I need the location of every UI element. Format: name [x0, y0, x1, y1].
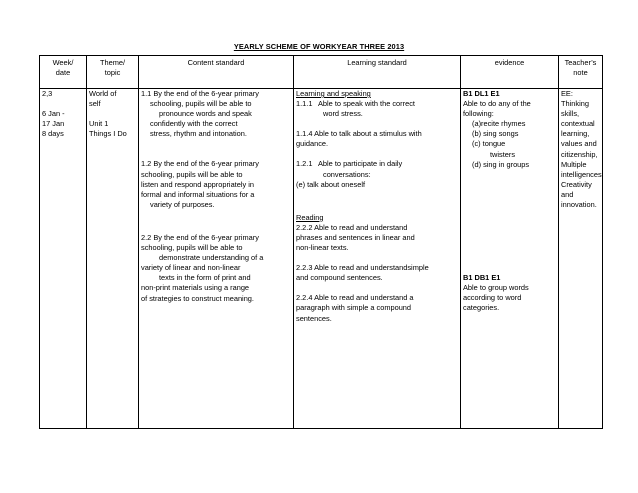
header-row — [40, 56, 603, 89]
evidence-cell: B1 DL1 E1 Able to do any of the following: (a)recite rhymes (b) sing songs (c) tongue twisters (d) sing in groups B1 DB1 E1 Able to group words according to word categories. — [461, 89, 559, 429]
week-number: 2,3 — [42, 89, 53, 98]
date-start: 6 Jan - — [42, 109, 65, 119]
days-count: 8 days — [42, 129, 64, 139]
header-learning-standard: Learning standard — [294, 56, 461, 89]
content-standard-cell: 1.1 By the end of the 6-year primary schooling, pupils will be able to pronounce words and speak confidently with the correct stress, rhythm and intonation. 1.2 By the end of the 6-year primary schooling, pupils will be able to listen and respond appropriately in formal and informal situations for a variety of purposes. 2.2 By the end of the 6-year primary schooling, pupils will be able to demonstrate understanding of a variety of linear and non-linear texts in the form of print and non-print materials using a range of strategies to construct meaning. — [139, 89, 294, 429]
theme-cell: World of self Unit 1 Things I Do — [87, 89, 139, 429]
table-row — [40, 89, 603, 429]
header-week: Week/ date — [40, 56, 87, 89]
evidence-code-2: B1 DB1 E1 — [463, 272, 501, 282]
section-heading-reading: Reading — [296, 212, 324, 222]
header-content-standard: Content standard — [139, 56, 294, 89]
learning-standard-cell: Learning and speaking 1.1.1 Able to speak with the correct word stress. 1.1.4 Able to talk about a stimulus with guidance. 1.2.1 Able to participate in daily conversations: (e) talk about oneself Reading 2.2.2 Able to read and understand phrases and sentences in linear and non-linear texts. 2.2.3 Able to read and understandsimple and compound sentences. 2.2.4 Able to read and understand a paragraph with simple a compound sentences. — [294, 89, 461, 429]
unit-label: Unit 1 — [89, 119, 109, 129]
teacher-note-cell: EE: Thinking skills, contextual learning, values and citizenship, Multiple intelligences, Creativity and innovation. — [559, 89, 603, 429]
header-evidence: evidence — [461, 56, 559, 89]
topic-label: Things I Do — [89, 129, 127, 139]
evidence-code-1: B1 DL1 E1 — [463, 89, 500, 98]
header-teacher-note: Teacher’s note — [559, 56, 603, 89]
week-cell — [40, 89, 87, 429]
date-end: 17 Jan — [42, 119, 65, 129]
scheme-table — [39, 55, 603, 429]
header-theme: Theme/ topic — [87, 56, 139, 89]
document-title: YEARLY SCHEME OF WORKYEAR THREE 2013 — [233, 42, 405, 51]
section-heading-listening-speaking: Learning and speaking — [296, 89, 371, 98]
